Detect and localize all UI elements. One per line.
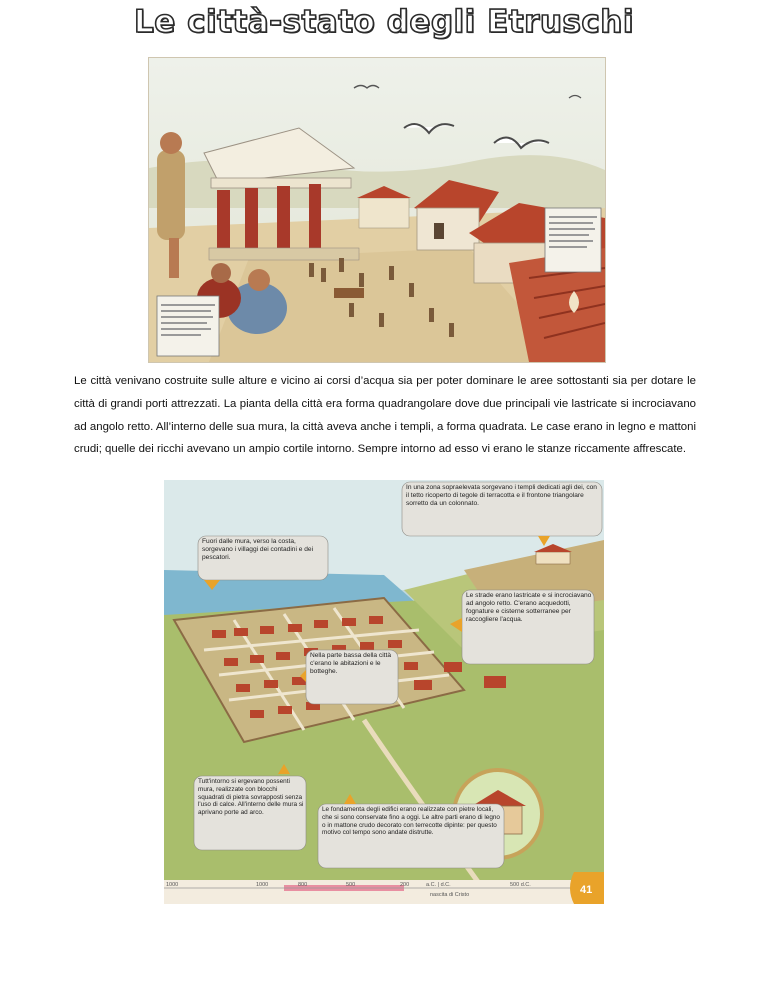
timeline-label-4: 200 <box>400 882 410 888</box>
callout-temples: In una zona sopraelevata sorgevano i templi dedicati agli dei, con il tetto ricoperto di tegole di terracotta e il frontone triangolare sorretto da un colonnato. <box>406 484 597 507</box>
timeline-label-5: a.C. | d.C. <box>426 882 451 888</box>
description-paragraph: Le città venivano costruite sulle alture e vicino ai corsi d’acqua sia per poter dominare le aree sottostanti sia per dotare le città di grandi porti attrezzati. La pianta della città era forma quadrangolare dove due principali vie lastricate si incrociavano ad angolo retto. All’interno delle sua mura, la città aveva anche i templi, a forma quadrata. Le case erano in legno e mattoni crudi; quelle dei ricchi avevano un ampio cortile intorno. Sempre intorno ad esso vi erano le stanze riccamente affrescate. <box>74 375 696 456</box>
timeline-label-6: 500 d.C. <box>510 882 531 888</box>
page-title: Le città-stato degli Etruschi <box>134 4 634 40</box>
callout-roads: Le strade erano lastricate e si incrociavano ad angolo retto. C'erano acquedotti, fognature e cisterne sotterranee per raccogliere l'acqua. <box>466 592 592 623</box>
timeline-label-0: 1000 <box>166 882 179 888</box>
callout-walls: Tutt'intorno si ergevano possenti mura, realizzate con blocchi squadrati di pietra sovrapposti senza l'uso di calce. All'interno delle mura si aprivano porte ad arco. <box>198 778 304 817</box>
city-plan-illustration <box>164 480 604 904</box>
timeline-label-1: 1000 <box>256 882 269 888</box>
timeline-sublabel: nascita di Cristo <box>430 892 470 898</box>
timeline-label-2: 800 <box>298 882 308 888</box>
callout-foundations: Le fondamenta degli edifici erano realizzate con pietre locali, che si sono conservate fino a oggi. Le altre parti erano di legno o in mattone crudo decorato con terrecotte dipinte: per questo motivo col tempo sono andate distrutte. <box>322 806 500 837</box>
timeline-label-3: 500 <box>346 882 356 888</box>
city-scene-illustration <box>148 57 606 363</box>
page-number: 41 <box>580 884 593 896</box>
callout-villages: Fuori dalle mura, verso la costa, sorgevano i villaggi dei contadini e dei pescatori. <box>202 538 314 561</box>
callout-lower-city: Nella parte bassa della città c'erano le abitazioni e le botteghe. <box>310 652 392 675</box>
